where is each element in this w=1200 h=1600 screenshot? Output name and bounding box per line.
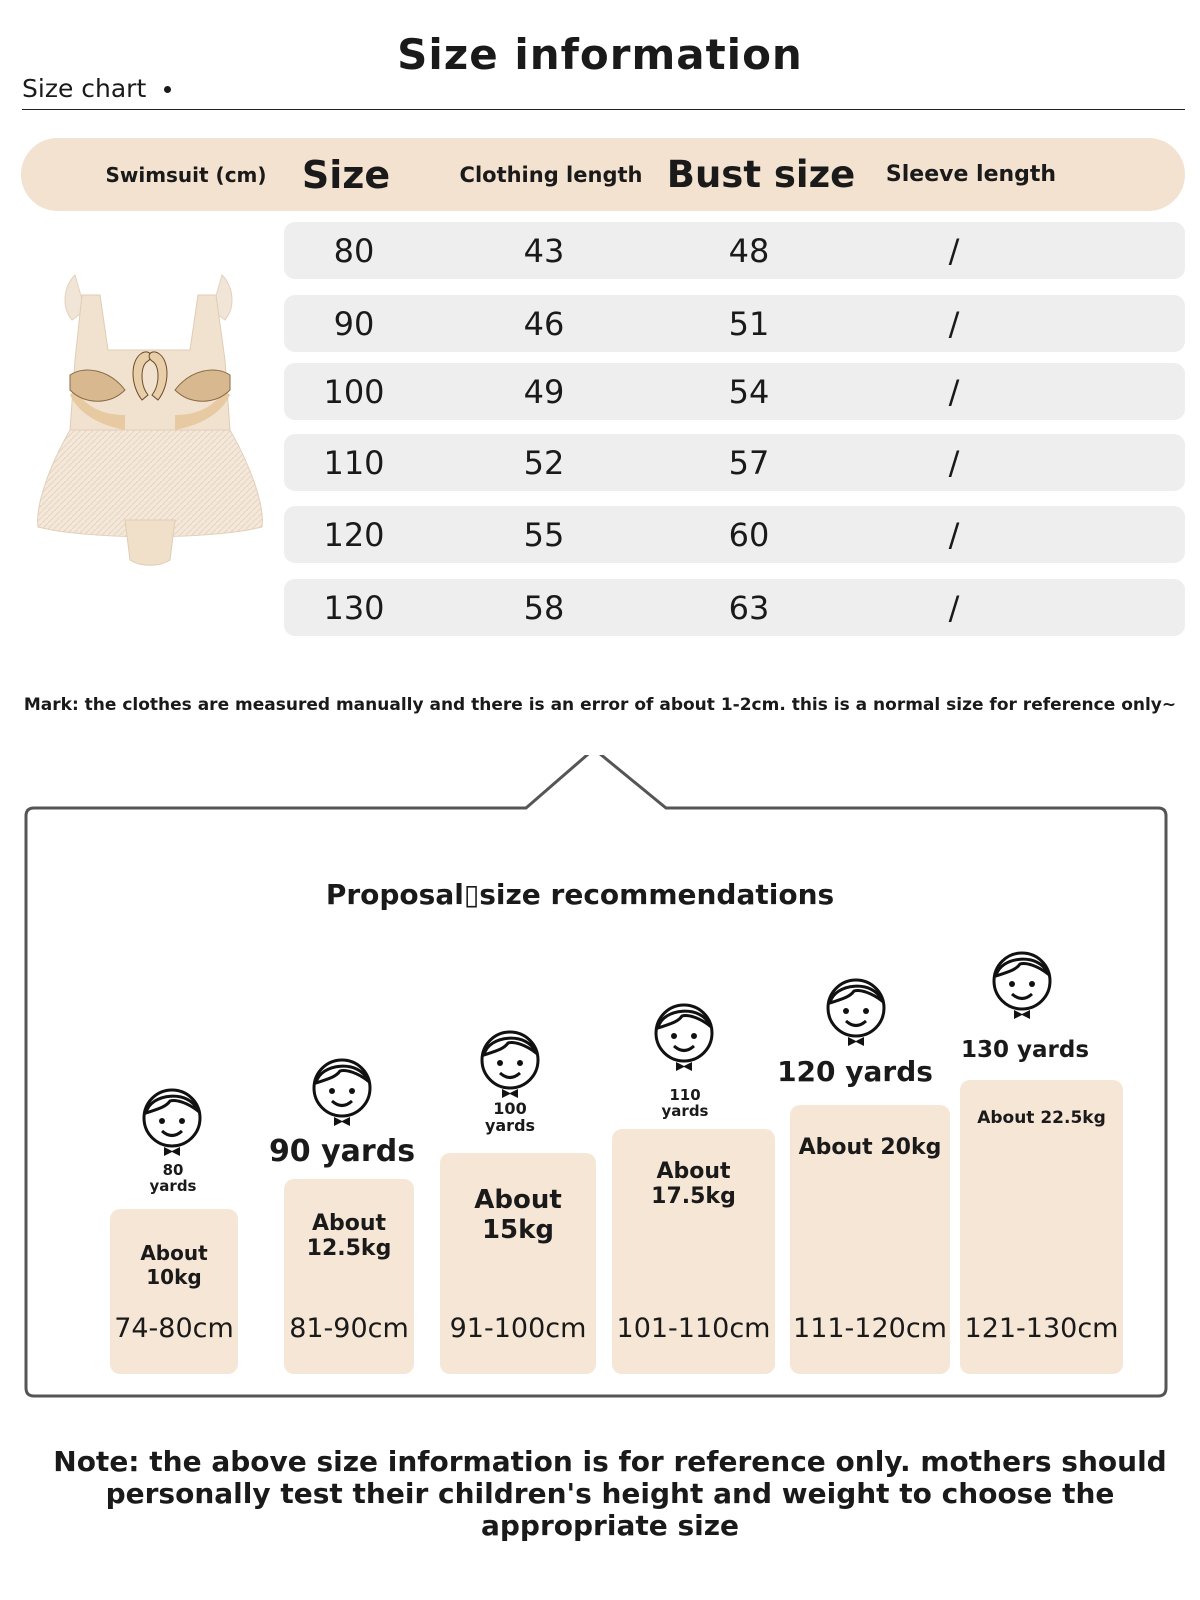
table-header bbox=[21, 138, 1185, 211]
child-face-icon bbox=[140, 1085, 204, 1157]
cell-length: 49 bbox=[523, 372, 565, 411]
size-box bbox=[960, 1080, 1123, 1374]
height-label: 81-90cm bbox=[289, 1313, 409, 1344]
cell-sleeve: / bbox=[948, 588, 960, 627]
cell-bust: 51 bbox=[728, 304, 770, 343]
cell-sleeve: / bbox=[948, 372, 960, 411]
cell-sleeve: / bbox=[948, 231, 960, 270]
weight-label: About 10kg bbox=[140, 1241, 208, 1289]
bottom-note bbox=[20, 1446, 1200, 1542]
header-bust-size: Bust size bbox=[666, 153, 856, 196]
header-sleeve-length: Sleeve length bbox=[885, 162, 1057, 187]
title-divider bbox=[22, 109, 1185, 110]
bullet-dot bbox=[164, 86, 171, 93]
section-label: Size chart bbox=[22, 74, 147, 103]
child-face-icon bbox=[990, 948, 1054, 1020]
size-box bbox=[440, 1153, 596, 1374]
cell-sleeve: / bbox=[948, 515, 960, 554]
cell-size: 80 bbox=[333, 231, 375, 270]
cell-size: 120 bbox=[323, 515, 385, 554]
table-row bbox=[284, 506, 1185, 563]
bottom-note-line2: personally test their children's height and weight to choose the appropriate size bbox=[105, 1477, 1115, 1542]
height-label: 101-110cm bbox=[616, 1313, 771, 1344]
cell-size: 130 bbox=[323, 588, 385, 627]
table-row bbox=[284, 295, 1185, 352]
size-box bbox=[110, 1209, 238, 1374]
cell-length: 55 bbox=[523, 515, 565, 554]
weight-label: About 17.5kg bbox=[651, 1159, 736, 1209]
yards-label: 120 yards bbox=[777, 1055, 933, 1088]
weight-label: About 15kg bbox=[474, 1185, 562, 1245]
height-label: 74-80cm bbox=[114, 1313, 234, 1344]
cell-sleeve: / bbox=[948, 443, 960, 482]
measurement-note: Mark: the clothes are measured manually and there is an error of about 1-2cm. this is a normal size for reference only~ bbox=[23, 695, 1177, 715]
cell-bust: 57 bbox=[728, 443, 770, 482]
height-label: 91-100cm bbox=[449, 1313, 587, 1344]
cell-length: 46 bbox=[523, 304, 565, 343]
cell-bust: 60 bbox=[728, 515, 770, 554]
cell-sleeve: / bbox=[948, 304, 960, 343]
cell-length: 52 bbox=[523, 443, 565, 482]
yards-label: 90 yards bbox=[268, 1134, 416, 1169]
bottom-note-line1: Note: the above size information is for reference only. mothers should bbox=[53, 1445, 1167, 1478]
header-size: Size bbox=[301, 152, 391, 197]
table-row bbox=[284, 434, 1185, 491]
size-box bbox=[790, 1105, 950, 1374]
yards-label: 130 yards bbox=[960, 1037, 1090, 1063]
height-label: 111-120cm bbox=[793, 1313, 947, 1344]
yards-label: 80 yards bbox=[149, 1161, 197, 1195]
page-title: Size information bbox=[397, 30, 803, 79]
child-face-icon bbox=[652, 1000, 716, 1072]
weight-label: About 22.5kg bbox=[977, 1108, 1106, 1128]
yards-label: 110 yards bbox=[661, 1086, 709, 1120]
weight-label: About 20kg bbox=[798, 1135, 942, 1160]
cell-size: 110 bbox=[323, 443, 385, 482]
child-face-icon bbox=[824, 975, 888, 1047]
cell-size: 100 bbox=[323, 372, 385, 411]
cell-length: 43 bbox=[523, 231, 565, 270]
child-face-icon bbox=[478, 1027, 542, 1099]
table-row bbox=[284, 579, 1185, 636]
child-face-icon bbox=[310, 1055, 374, 1127]
table-row bbox=[284, 363, 1185, 420]
cell-size: 90 bbox=[333, 304, 375, 343]
table-row bbox=[284, 222, 1185, 279]
swimsuit-image bbox=[30, 265, 270, 585]
header-swimsuit: Swimsuit (cm) bbox=[105, 162, 267, 187]
yards-label: 100 yards bbox=[484, 1099, 536, 1135]
size-box bbox=[284, 1179, 414, 1374]
weight-label: About 12.5kg bbox=[306, 1211, 392, 1261]
header-clothing-length: Clothing length bbox=[459, 162, 643, 187]
recommendations-title: Proposal▯size recommendations bbox=[325, 878, 835, 911]
height-label: 121-130cm bbox=[964, 1313, 1119, 1344]
cell-bust: 63 bbox=[728, 588, 770, 627]
cell-bust: 48 bbox=[728, 231, 770, 270]
cell-length: 58 bbox=[523, 588, 565, 627]
size-box bbox=[612, 1129, 775, 1374]
cell-bust: 54 bbox=[728, 372, 770, 411]
